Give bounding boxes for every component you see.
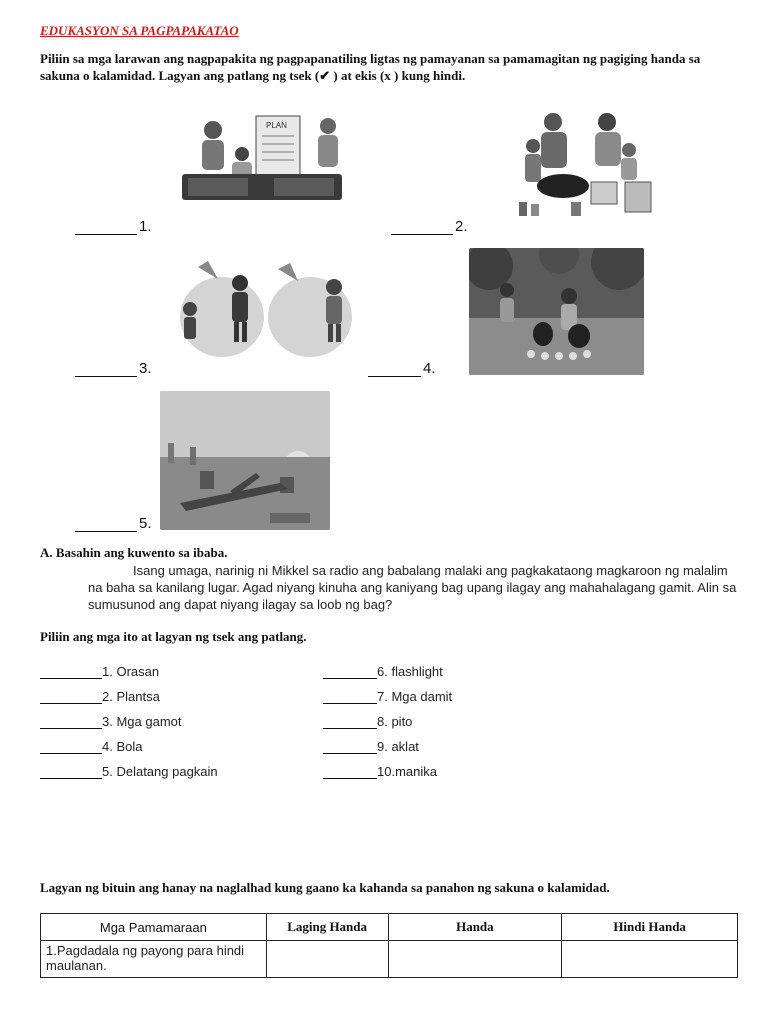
checklist-item-9[interactable] xyxy=(323,739,419,754)
checklist-label-8: 8. pito xyxy=(377,714,413,729)
header-mga-pamamaraan: Mga Pamamaraan xyxy=(41,914,267,941)
header-handa: Handa xyxy=(388,914,562,941)
picture-1-family-plan xyxy=(178,112,350,204)
row-1-handa-cell[interactable] xyxy=(388,941,562,978)
section-a-heading: A. Basahin ang kuwento sa ibaba. xyxy=(40,545,228,560)
row-1-hindi-handa-cell[interactable] xyxy=(562,941,738,978)
table-header-row xyxy=(41,914,738,941)
checklist-item-3[interactable] xyxy=(40,714,182,729)
checklist-item-1[interactable] xyxy=(40,664,159,679)
checklist-label-6: 6. flashlight xyxy=(377,664,443,679)
checklist-item-5[interactable] xyxy=(40,764,218,779)
picture-5-deforestation xyxy=(160,391,330,530)
checklist-item-2[interactable] xyxy=(40,689,160,704)
picture-3-kids-with-torches xyxy=(178,259,354,367)
checklist-label-4: 4. Bola xyxy=(102,739,143,754)
checklist-label-9: 9. aklat xyxy=(377,739,419,754)
row-1-laging-handa-cell[interactable] xyxy=(266,941,388,978)
checklist-label-1: 1. Orasan xyxy=(102,664,160,679)
picture-4-cleaning-park xyxy=(469,248,644,375)
picture-2-emergency-kit xyxy=(515,110,657,220)
rating-instruction: Lagyan ng bituin ang hanay na naglalhad kung gaano ka kahanda sa panahon ng sakuna o kalamidad. xyxy=(40,880,610,895)
answer-blank-4[interactable] xyxy=(368,360,436,377)
checklist-item-7[interactable] xyxy=(323,689,452,704)
worksheet-title: EDUKASYON SA PAGPAPAKATAO xyxy=(40,23,239,38)
answer-blank-3[interactable] xyxy=(75,360,152,377)
picture-number-4: 4. xyxy=(423,360,436,377)
preparedness-rating-table xyxy=(40,913,738,978)
story-text: Isang umaga, narinig ni Mikkel sa radio ang babalang malaki ang pagkakataong magkaroon ng malalim na baha sa kanilang lugar. Agad niyang kinuha ang kaniyang bag upang ilagay ang mahahalagang gamit. Alin sa sumusunod ang dapat niyang ilagay sa loob ng bag? xyxy=(88,563,737,612)
checklist-label-10: 10.manika xyxy=(377,764,437,779)
table-row xyxy=(41,941,738,978)
checklist-item-6[interactable] xyxy=(323,664,443,679)
worksheet-instruction: Piliin sa mga larawan ang nagpapakita ng pagpapanatiling ligtas ng pamayanan sa pamamagitan ng pagiging handa sa sakuna o kalamidad. Lagyan ang patlang ng tsek (✔ ) at ekis (x ) kung hindi. xyxy=(40,51,701,83)
row-1-method: 1.Pagdadala ng payong para hindi maulanan. xyxy=(41,941,267,978)
answer-blank-5[interactable] xyxy=(75,515,152,532)
section-a-story xyxy=(88,562,738,613)
picture-number-2: 2. xyxy=(455,218,468,235)
checklist-instruction: Piliin ang mga ito at lagyan ng tsek ang patlang. xyxy=(40,629,307,644)
checklist-item-4[interactable] xyxy=(40,739,142,754)
picture-number-1: 1. xyxy=(139,218,152,235)
answer-blank-2[interactable] xyxy=(391,218,468,235)
header-laging-handa: Laging Handa xyxy=(266,914,388,941)
checklist-item-10[interactable] xyxy=(323,764,437,779)
plan-sign-text: PLAN xyxy=(266,121,287,130)
checklist-label-5: 5. Delatang pagkain xyxy=(102,764,218,779)
checklist-label-3: 3. Mga gamot xyxy=(102,714,182,729)
header-hindi-handa: Hindi Handa xyxy=(562,914,738,941)
answer-blank-1[interactable] xyxy=(75,218,152,235)
picture-number-5: 5. xyxy=(139,515,152,532)
checklist-label-2: 2. Plantsa xyxy=(102,689,160,704)
checklist-label-7: 7. Mga damit xyxy=(377,689,453,704)
picture-number-3: 3. xyxy=(139,360,152,377)
checklist-item-8[interactable] xyxy=(323,714,412,729)
